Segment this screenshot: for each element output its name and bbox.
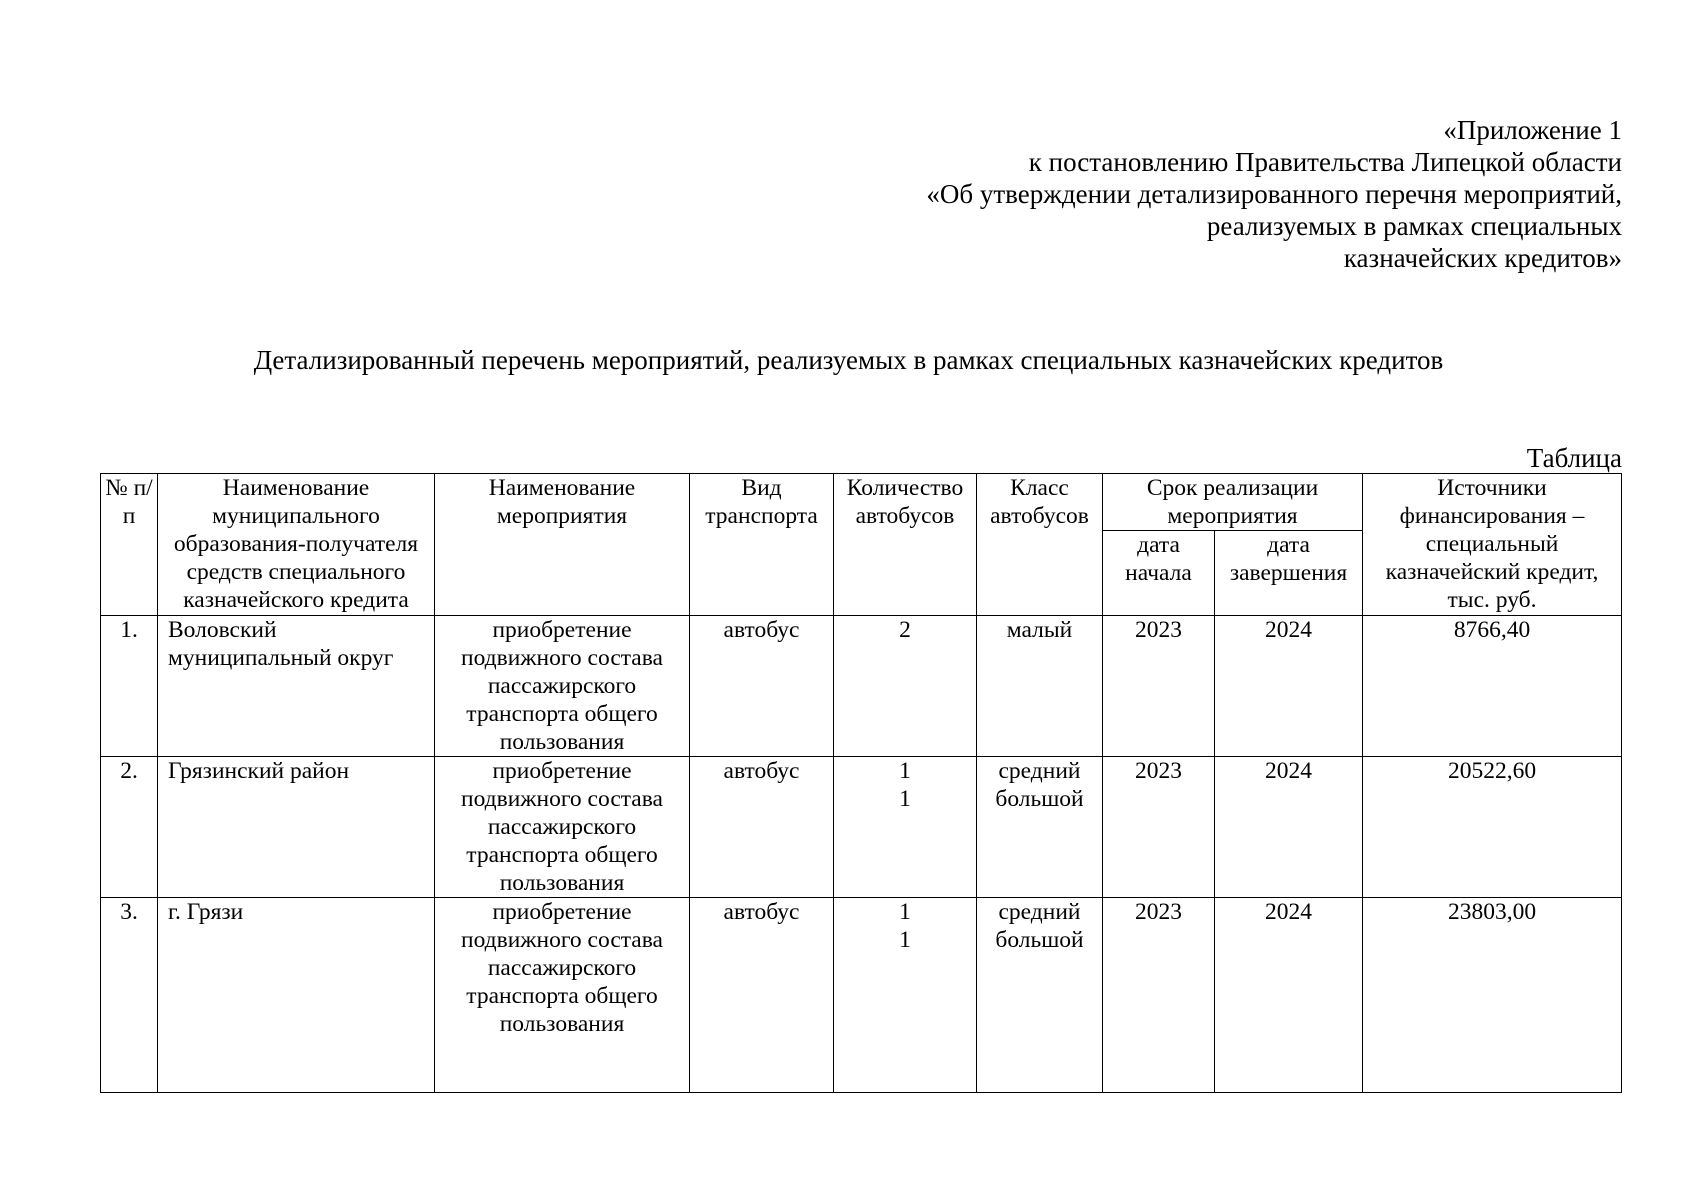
table-row bbox=[101, 616, 1622, 757]
appendix-line-5: казначейских кредитов» bbox=[1343, 243, 1622, 273]
events-table bbox=[100, 473, 1622, 1093]
header-event: Наименование мероприятия bbox=[435, 474, 690, 616]
header-transport: Вид транспорта bbox=[690, 474, 834, 616]
document-title: Детализированный перечень мероприятий, реализуемых в рамках специальных казначейских кредитов bbox=[253, 345, 1444, 375]
appendix-line-1: «Приложение 1 bbox=[1443, 115, 1622, 145]
cell-event: приобретение подвижного состава пассажирского транспорта общего пользования bbox=[435, 898, 690, 1093]
bus-count-value: 1 bbox=[899, 899, 911, 925]
bus-count-value: 2 bbox=[899, 617, 911, 643]
header-funding: Источники финансирования – специальный казначейский кредит, тыс. руб. bbox=[1363, 474, 1622, 616]
cell-end-date: 2024 bbox=[1215, 898, 1363, 1093]
cell-bus-count bbox=[834, 898, 977, 1093]
bus-count-value: 1 bbox=[899, 786, 911, 812]
header-municipality: Наименование муниципального образования-получателя средств специального казначейского кредита bbox=[158, 474, 435, 616]
header-num: № п/п bbox=[101, 474, 158, 616]
cell-bus-class bbox=[977, 616, 1103, 757]
cell-num: 1. bbox=[101, 616, 158, 757]
cell-funding: 20522,60 bbox=[1363, 757, 1622, 898]
cell-bus-count bbox=[834, 757, 977, 898]
cell-bus-class bbox=[977, 757, 1103, 898]
header-period: Срок реализации мероприятия bbox=[1103, 474, 1363, 531]
bus-class-value: средний bbox=[998, 758, 1081, 784]
cell-municipality: Грязинский район bbox=[158, 757, 435, 898]
table-row bbox=[101, 757, 1622, 898]
cell-funding: 8766,40 bbox=[1363, 616, 1622, 757]
bus-class-value: большой bbox=[995, 927, 1084, 953]
appendix-line-3: «Об утверждении детализированного перечня мероприятий, bbox=[926, 179, 1622, 209]
cell-event: приобретение подвижного состава пассажирского транспорта общего пользования bbox=[435, 616, 690, 757]
bus-count-value: 1 bbox=[899, 758, 911, 784]
cell-event: приобретение подвижного состава пассажирского транспорта общего пользования bbox=[435, 757, 690, 898]
cell-num: 3. bbox=[101, 898, 158, 1093]
cell-transport: автобус bbox=[690, 757, 834, 898]
table-caption: Таблица bbox=[1526, 443, 1622, 473]
table-row bbox=[101, 898, 1622, 1093]
cell-num: 2. bbox=[101, 757, 158, 898]
header-end-date: дата завершения bbox=[1215, 531, 1363, 616]
cell-end-date: 2024 bbox=[1215, 757, 1363, 898]
appendix-header bbox=[926, 114, 1622, 274]
cell-start-date: 2023 bbox=[1103, 898, 1215, 1093]
cell-funding: 23803,00 bbox=[1363, 898, 1622, 1093]
header-bus-class: Класс автобусов bbox=[977, 474, 1103, 616]
header-bus-count: Количество автобусов bbox=[834, 474, 977, 616]
cell-start-date: 2023 bbox=[1103, 757, 1215, 898]
cell-transport: автобус bbox=[690, 616, 834, 757]
cell-municipality: Воловский муниципальный округ bbox=[158, 616, 435, 757]
appendix-line-4: реализуемых в рамках специальных bbox=[1206, 211, 1622, 241]
bus-class-value: большой bbox=[995, 786, 1084, 812]
cell-bus-count bbox=[834, 616, 977, 757]
bus-class-value: малый bbox=[1006, 617, 1073, 643]
bus-count-value: 1 bbox=[899, 927, 911, 953]
cell-bus-class bbox=[977, 898, 1103, 1093]
header-start-date: дата начала bbox=[1103, 531, 1215, 616]
cell-transport: автобус bbox=[690, 898, 834, 1093]
cell-municipality: г. Грязи bbox=[158, 898, 435, 1093]
cell-end-date: 2024 bbox=[1215, 616, 1363, 757]
cell-start-date: 2023 bbox=[1103, 616, 1215, 757]
appendix-line-2: к постановлению Правительства Липецкой области bbox=[1028, 147, 1622, 177]
bus-class-value: средний bbox=[998, 899, 1081, 925]
